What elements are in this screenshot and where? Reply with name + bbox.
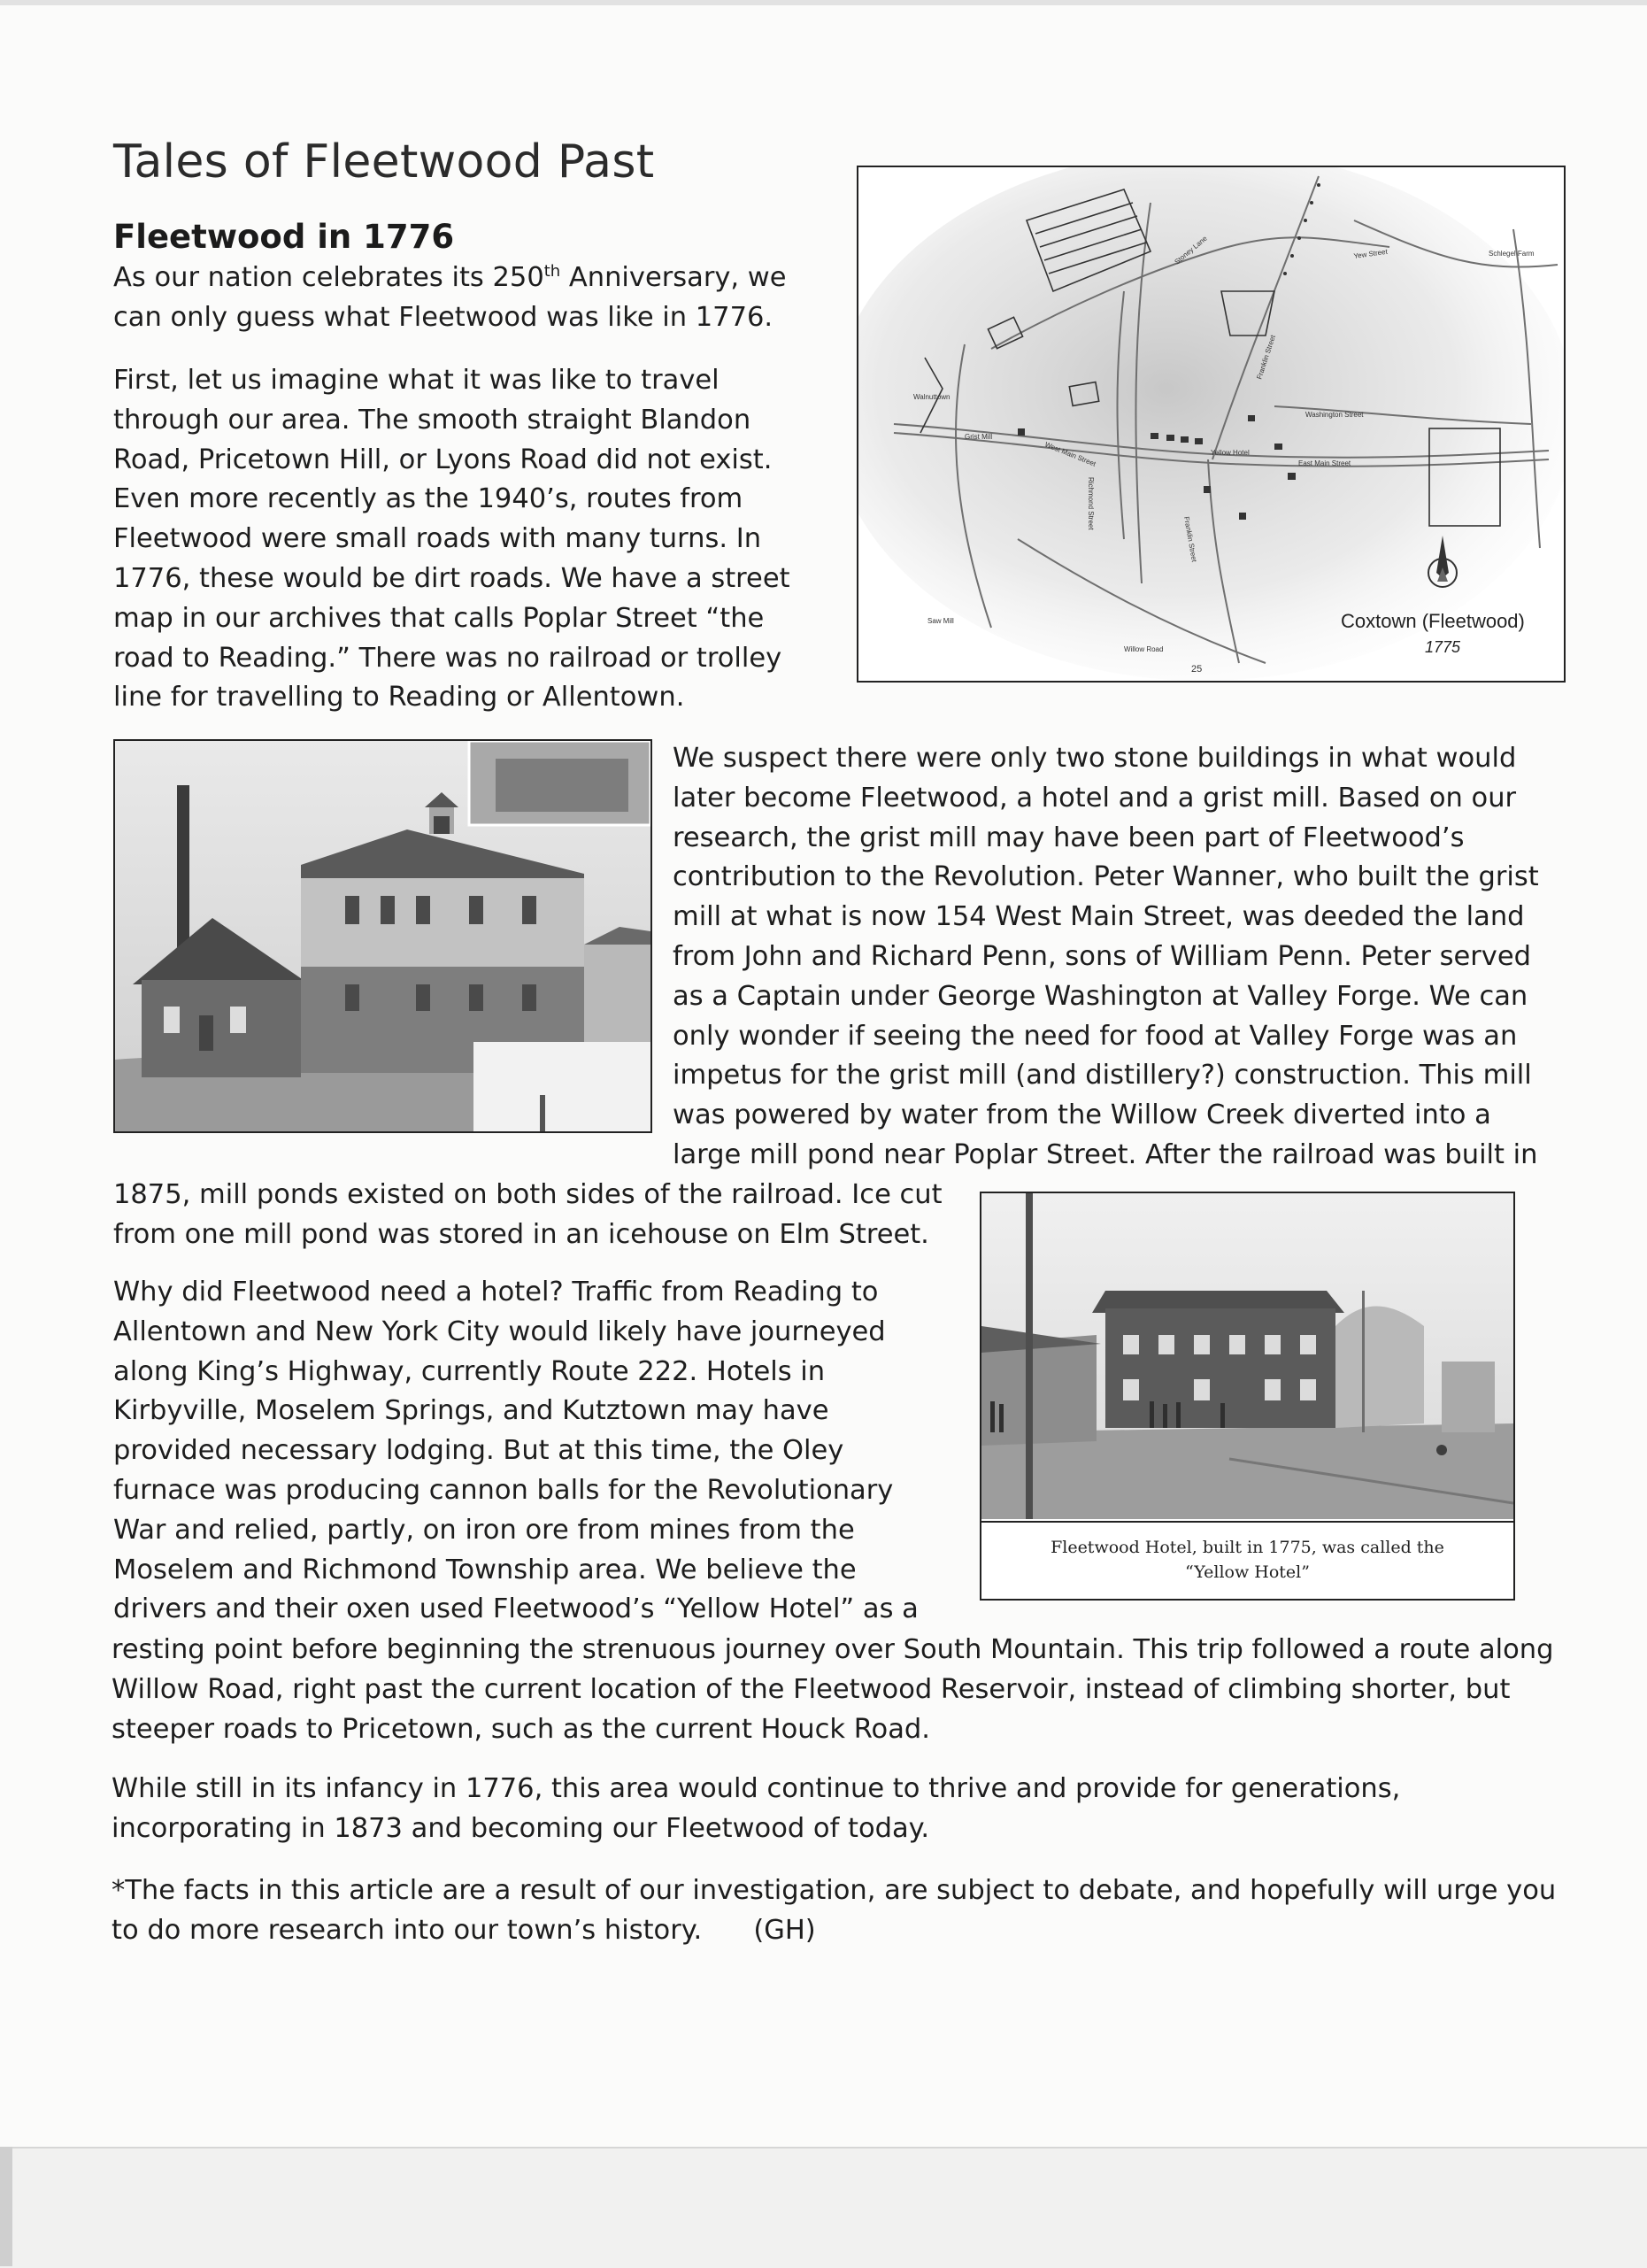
grist-mill-illustration xyxy=(115,741,650,1131)
map-title: Coxtown (Fleetwood) xyxy=(1341,610,1525,632)
text-line: along King’s Highway, currently Route 222. Hotels in xyxy=(113,1355,826,1387)
map-label-washington-street: Washington Street xyxy=(1305,411,1364,419)
coxtown-map-figure xyxy=(857,166,1566,683)
map-label-saw-mill: Saw Mill xyxy=(927,617,954,625)
yellow-hotel-figure xyxy=(980,1192,1515,1601)
text-line: through our area. The smooth straight Blandon xyxy=(113,404,751,436)
text-line: incorporating in 1873 and becoming our Fleetwood of today. xyxy=(112,1812,930,1844)
intro-text-b: Anniversary, we xyxy=(560,262,787,293)
text-line: 1776, these would be dirt roads. We have a street xyxy=(113,562,790,594)
ordinal-suffix: th xyxy=(543,261,561,281)
map-label-richmond-street: Richmond Street xyxy=(1087,477,1095,530)
text-line: Willow Road, right past the current location of the Fleetwood Reservoir, instead of climbing shorter, but xyxy=(112,1673,1511,1705)
text-line: line for travelling to Reading or Allentown. xyxy=(113,682,685,714)
grist-mill-photo xyxy=(113,739,652,1133)
map-label-west-main-street: West Main Street xyxy=(1043,440,1097,468)
text-line: only wonder if seeing the need for food at Valley Forge was an xyxy=(673,1020,1518,1052)
historic-street-map xyxy=(858,167,1564,681)
map-label-franklin-street: Franklin Street xyxy=(1182,515,1198,563)
text-line: road to Reading.” There was no railroad or trolley xyxy=(113,642,782,674)
map-year: 1775 xyxy=(1425,638,1461,656)
text-line: contribution to the Revolution. Peter Wanner, who built the grist xyxy=(673,861,1539,893)
paragraph-hotel xyxy=(113,1273,963,1630)
map-label-stoney-lane: Stoney Lane xyxy=(1173,234,1209,266)
article-subtitle: Fleetwood in 1776 xyxy=(113,217,455,256)
caption-line: Fleetwood Hotel, built in 1775, was called the xyxy=(1051,1538,1444,1557)
text-line: map in our archives that calls Poplar Street “the xyxy=(113,602,765,634)
text-line: Kirbyville, Moselem Springs, and Kutztown may have xyxy=(113,1395,829,1427)
text-line: Why did Fleetwood need a hotel? Traffic from Reading to xyxy=(113,1277,879,1308)
map-label-east-main-street: East Main Street xyxy=(1298,459,1351,467)
text-line: provided necessary lodging. But at this time, the Oley xyxy=(113,1435,844,1467)
paragraph-grist-mill xyxy=(673,739,1562,1176)
text-line: Fleetwood were small roads with many turns. In xyxy=(113,523,762,555)
text-line: 1875, mill ponds existed on both sides of the railroad. Ice cut xyxy=(113,1179,943,1210)
text-line: *The facts in this article are a result of our investigation, are subject to debate, and hopefully will urge you xyxy=(112,1875,1557,1906)
text-line: resting point before beginning the strenuous journey over South Mountain. This trip followed a route along xyxy=(112,1634,1554,1665)
text-line: later become Fleetwood, a hotel and a grist mill. Based on our xyxy=(673,782,1517,814)
paragraph-conclusion xyxy=(112,1770,1616,1849)
text-line: to do more research into our town’s history. (GH) xyxy=(112,1914,816,1946)
text-line: impetus for the grist mill (and distillery?) construction. This mill xyxy=(673,1060,1532,1092)
paragraph-travel xyxy=(113,361,821,718)
paragraph-grist-mill-continued xyxy=(113,1176,954,1255)
paragraph-intro xyxy=(113,258,821,338)
text-line: We suspect there were only two stone buildings in what would xyxy=(673,743,1517,774)
text-line: large mill pond near Poplar Street. After the railroad was built in xyxy=(673,1138,1538,1170)
map-label-yew-street: Yew Street xyxy=(1353,247,1389,260)
scan-fold-shadow xyxy=(0,2147,12,2266)
map-label-schlegel-farm: Schlegel Farm xyxy=(1489,250,1535,258)
paragraph-disclaimer xyxy=(112,1871,1616,1951)
map-label-grist-mill: Grist Mill xyxy=(965,433,993,441)
text-line: research, the grist mill may have been part of Fleetwood’s xyxy=(673,822,1465,853)
text-line: was powered by water from the Willow Creek diverted into a xyxy=(673,1099,1491,1131)
text-line: as a Captain under George Washington at Valley Forge. We can xyxy=(673,980,1528,1012)
intro-text-a: As our nation celebrates its 250 xyxy=(113,262,544,293)
text-line: furnace was producing cannon balls for the Revolutionary xyxy=(113,1474,894,1506)
intro-text-line2: can only guess what Fleetwood was like in 1776. xyxy=(113,301,773,333)
text-line: from John and Richard Penn, sons of William Penn. Peter served xyxy=(673,940,1531,972)
text-line: steeper roads to Pricetown, such as the current Houck Road. xyxy=(112,1713,930,1745)
text-line: from one mill pond was stored in an icehouse on Elm Street. xyxy=(113,1218,929,1250)
scan-top-edge xyxy=(0,0,1647,5)
caption-line: “Yellow Hotel” xyxy=(1185,1562,1310,1582)
hotel-photo-caption xyxy=(981,1521,1513,1599)
text-line: First, let us imagine what it was like to travel xyxy=(113,365,720,396)
scan-bottom-edge xyxy=(0,2147,1647,2268)
map-page-number: 25 xyxy=(1191,664,1203,675)
text-line: War and relied, partly, on iron ore from mines from the xyxy=(113,1514,855,1546)
text-line: Allentown and New York City would likely have journeyed xyxy=(113,1315,886,1347)
text-line: mill at what is now 154 West Main Street, was deeded the land xyxy=(673,901,1525,933)
text-line: drivers and their oxen used Fleetwood’s “Yellow Hotel” as a xyxy=(113,1593,919,1625)
text-line: Moselem and Richmond Township area. We believe the xyxy=(113,1554,857,1585)
map-label-franklin-street-north: Franklin Street xyxy=(1255,334,1277,381)
map-label-walnuttown: Walnuttown xyxy=(913,393,950,401)
fleetwood-hotel-photo xyxy=(981,1193,1513,1519)
map-label-willow-road: Willow Road xyxy=(1124,645,1164,653)
text-line: Even more recently as the 1940’s, routes from xyxy=(113,483,743,515)
page-title: Tales of Fleetwood Past xyxy=(113,135,655,189)
text-line: While still in its infancy in 1776, this area would continue to thrive and provide for generations, xyxy=(112,1773,1401,1804)
paragraph-hotel-continued xyxy=(112,1631,1616,1749)
text-line: Road, Pricetown Hill, or Lyons Road did not exist. xyxy=(113,444,773,475)
map-label-yellow-hotel: Yellow Hotel xyxy=(1211,449,1250,457)
